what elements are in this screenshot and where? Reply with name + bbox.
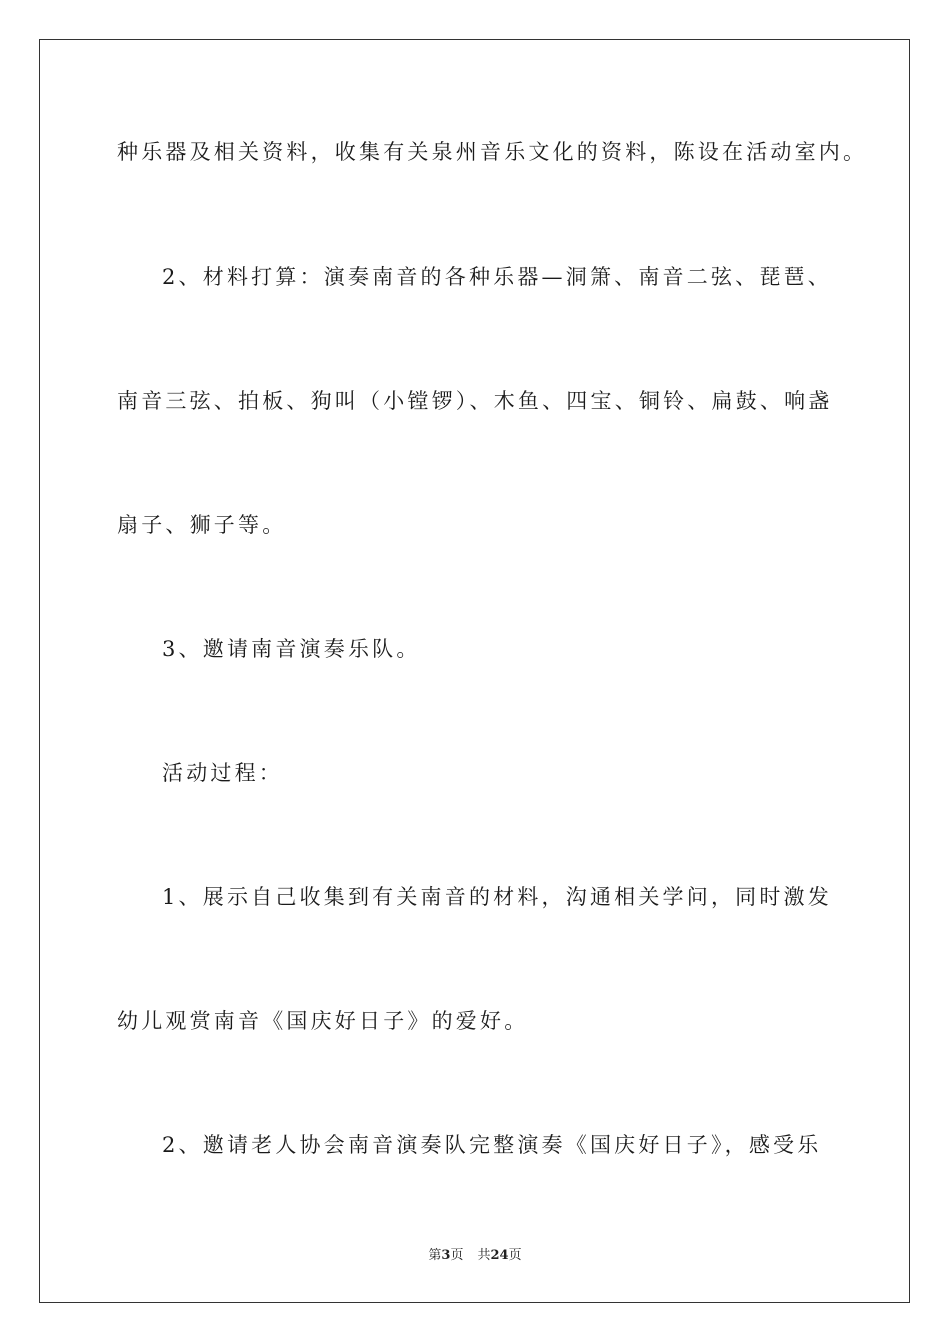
page-prefix: 第 xyxy=(428,1248,442,1263)
paragraph-line: 2、邀请老人协会南音演奏队完整演奏《国庆好日子》，感受乐 xyxy=(162,1133,822,1157)
page-suffix: 页 xyxy=(450,1248,464,1263)
total-suffix: 页 xyxy=(508,1248,522,1263)
page-border xyxy=(39,39,910,1303)
total-prefix: 共 xyxy=(477,1248,491,1263)
paragraph-line: 南音三弦、拍板、狗叫（小镗锣）、木鱼、四宝、铜铃、扁鼓、响盏 xyxy=(117,389,833,413)
paragraph-line: 3、邀请南音演奏乐队。 xyxy=(162,637,421,661)
paragraph-line: 1、展示自己收集到有关南音的材料，沟通相关学问，同时激发 xyxy=(162,885,832,909)
page-current: 3 xyxy=(441,1248,451,1263)
paragraph-line: 种乐器及相关资料，收集有关泉州音乐文化的资料，陈设在活动室内。 xyxy=(117,140,868,164)
paragraph-line: 幼儿观赏南音《国庆好日子》的爱好。 xyxy=(117,1009,529,1033)
paragraph-line: 扇子、狮子等。 xyxy=(117,513,287,537)
section-heading: 活动过程： xyxy=(162,761,283,785)
page-total: 24 xyxy=(490,1248,509,1263)
page-footer xyxy=(0,1249,950,1262)
paragraph-line: 2、材料打算：演奏南音的各种乐器—洞箫、南音二弦、琵琶、 xyxy=(162,265,832,289)
